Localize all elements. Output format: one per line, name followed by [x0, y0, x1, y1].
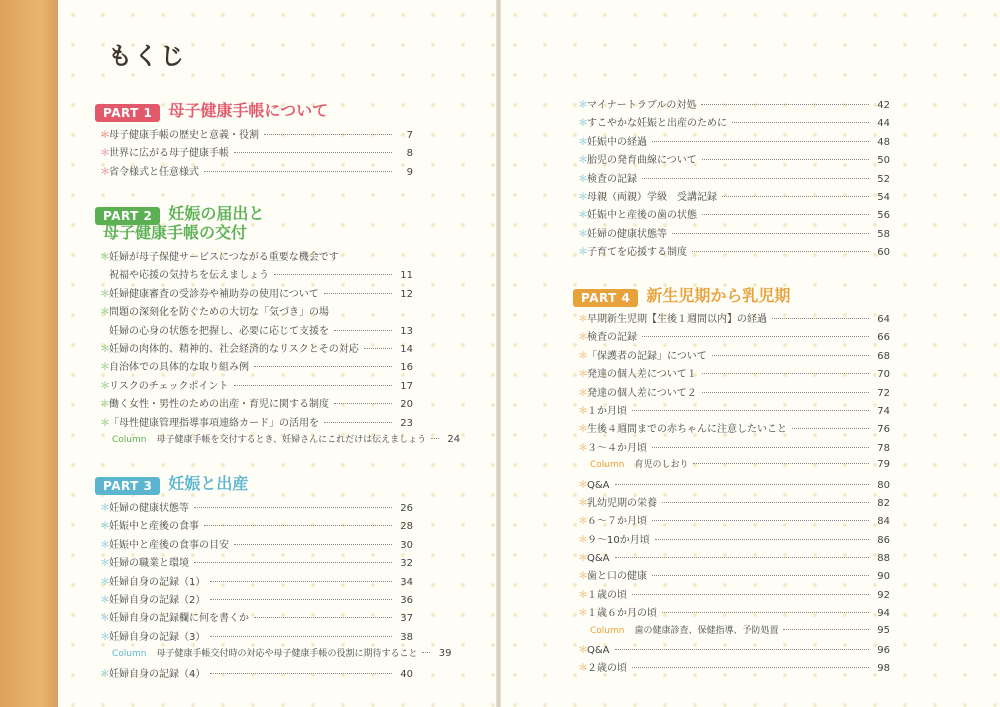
leader-dots: [264, 134, 392, 135]
leader-dots: [632, 594, 869, 595]
part4-badge: PART 4: [573, 289, 638, 307]
toc-entry[interactable]: [578, 96, 890, 114]
toc-entry[interactable]: [578, 365, 890, 383]
toc-page-number: 96: [877, 645, 890, 657]
leader-dots: [655, 539, 869, 540]
toc-entry[interactable]: [578, 420, 890, 438]
leader-dots: [642, 178, 869, 179]
toc-entry[interactable]: [578, 476, 890, 494]
toc-entry-text: 妊婦健康審査の受診券や補助券の使用について: [109, 288, 319, 300]
toc-entry[interactable]: [578, 114, 890, 132]
toc-column-entry[interactable]: [578, 457, 890, 475]
toc-page-number: 60: [877, 247, 890, 259]
toc-entry[interactable]: [578, 225, 890, 243]
part3-header: [95, 474, 248, 495]
toc-entry[interactable]: [100, 499, 413, 517]
bullet-asterisk-icon: ＊: [578, 173, 588, 185]
toc-entry[interactable]: [100, 414, 413, 432]
bullet-asterisk-icon: ＊: [100, 252, 110, 263]
leader-dots: [210, 599, 392, 600]
leader-dots: [615, 557, 869, 558]
book-spine: [0, 0, 58, 707]
bullet-asterisk-icon: ＊: [578, 191, 588, 203]
toc-page-number: 11: [400, 270, 413, 282]
bullet-asterisk-icon: ＊: [578, 155, 588, 167]
leader-dots: [701, 104, 869, 105]
toc-entry[interactable]: [578, 402, 890, 420]
part2-title: [168, 204, 264, 223]
bullet-asterisk-icon: ＊: [100, 539, 110, 551]
toc-page-number: 82: [877, 497, 890, 509]
part3-title: 妊娠と出産: [168, 474, 249, 493]
toc-page-number: 90: [877, 571, 890, 583]
bullet-asterisk-icon: ＊: [100, 148, 110, 160]
toc-entry[interactable]: [100, 144, 413, 162]
leader-dots: [615, 649, 869, 650]
leader-dots: [712, 355, 869, 356]
leader-dots: [615, 484, 869, 485]
toc-page-number: 28: [400, 521, 413, 533]
toc-entry[interactable]: [100, 163, 413, 181]
toc-page-number: 24: [447, 433, 461, 445]
bullet-asterisk-icon: ＊: [578, 350, 588, 362]
part2-title-line2: 母子健康手帳の交付: [103, 223, 248, 242]
bullet-asterisk-icon: ＊: [578, 100, 588, 111]
toc-entry[interactable]: [578, 151, 890, 169]
toc-page-number: 48: [877, 136, 890, 148]
toc-column-entry[interactable]: [578, 623, 890, 641]
bullet-asterisk-icon: ＊: [578, 553, 588, 565]
toc-entry-text: 祝福や応援の気持ちを伝えましょう: [109, 270, 269, 282]
toc-column-entry[interactable]: [100, 646, 452, 664]
toc-entry[interactable]: [100, 303, 413, 321]
toc-page-number: 23: [400, 417, 413, 429]
bullet-asterisk-icon: ＊: [578, 645, 588, 657]
bullet-asterisk-icon: ＊: [100, 668, 110, 680]
toc-entry-text: 妊婦自身の記録（2）: [109, 594, 206, 606]
toc-entry[interactable]: [100, 665, 413, 683]
toc-page-number: 80: [877, 479, 890, 491]
part2-header: [95, 204, 264, 225]
leader-dots: [254, 366, 392, 367]
leader-dots: [334, 330, 392, 331]
page-title: もくじ: [108, 42, 186, 70]
column-label: Column: [112, 649, 147, 660]
leader-dots: [194, 562, 392, 563]
toc-page-number: 95: [877, 624, 890, 636]
leader-dots: [662, 612, 869, 613]
part4-title: 新生児期から乳児期: [646, 286, 791, 305]
toc-page-number: 68: [877, 350, 890, 362]
bullet-asterisk-icon: ＊: [578, 314, 588, 325]
toc-entry[interactable]: [578, 531, 890, 549]
toc-entry-text: 検査の記録: [587, 173, 637, 185]
toc-entry[interactable]: [100, 377, 413, 395]
bullet-asterisk-icon: ＊: [100, 521, 110, 533]
toc-entry-text: ９～10か月頃: [587, 534, 650, 546]
bullet-asterisk-icon: ＊: [578, 228, 588, 240]
leader-dots: [234, 152, 392, 153]
toc-entry[interactable]: [578, 384, 890, 402]
toc-entry[interactable]: [578, 328, 890, 346]
toc-page-number: 13: [400, 325, 413, 337]
bullet-asterisk-icon: ＊: [578, 608, 588, 620]
leader-dots: [422, 652, 430, 653]
toc-entry-text: 妊婦の健康状態等: [109, 503, 189, 514]
toc-entry-text: 自治体での具体的な取り組み例: [109, 362, 249, 374]
part3-continued-toc: [578, 96, 890, 262]
toc-entry[interactable]: [578, 133, 890, 151]
bullet-asterisk-icon: ＊: [578, 663, 588, 675]
leader-dots: [783, 629, 869, 630]
bullet-asterisk-icon: ＊: [100, 166, 110, 178]
toc-entry-text: ６～７か月頃: [587, 516, 647, 528]
toc-entry[interactable]: [100, 395, 413, 413]
toc-page-number: 74: [877, 405, 890, 417]
toc-entry-text: 「母性健康管理指導事項連絡カード」の活用を: [109, 417, 319, 429]
toc-page-number: 94: [877, 608, 890, 620]
leader-dots: [210, 636, 392, 637]
toc-entry[interactable]: [578, 659, 890, 677]
leader-dots: [234, 544, 392, 545]
bullet-asterisk-icon: ＊: [100, 576, 110, 588]
bullet-asterisk-icon: ＊: [100, 362, 110, 374]
part2-badge: PART 2: [95, 207, 160, 225]
toc-page-number: 79: [877, 459, 890, 471]
column-label: Column: [590, 460, 625, 471]
toc-entry[interactable]: [100, 248, 413, 266]
part1-toc: [100, 126, 413, 181]
column-text: 母子健康手帳交付時の対応や母子健康手帳の役割に期待すること: [156, 649, 418, 660]
toc-page-number: 88: [877, 553, 890, 565]
bullet-asterisk-icon: ＊: [100, 558, 110, 570]
bullet-asterisk-icon: ＊: [100, 631, 110, 643]
toc-page-number: 37: [400, 613, 413, 625]
toc-entry[interactable]: [100, 126, 413, 144]
toc-page-number: 20: [400, 399, 413, 411]
toc-entry-text: 妊婦自身の記録（1）: [109, 576, 206, 588]
toc-page-number: 92: [877, 589, 890, 601]
leader-dots: [632, 667, 869, 668]
toc-page-number: 76: [877, 424, 890, 436]
part1-badge: PART 1: [95, 104, 160, 122]
toc-page-number: 42: [877, 100, 890, 111]
toc-page-number: 64: [877, 314, 890, 325]
toc-entry-text: 早期新生児期【生後１週間以内】の経過: [587, 314, 767, 325]
part1-title: 母子健康手帳について: [168, 101, 329, 120]
toc-page-number: 86: [877, 534, 890, 546]
leader-dots: [431, 438, 439, 439]
leader-dots: [772, 318, 869, 319]
part3-badge: PART 3: [95, 477, 160, 495]
toc-entry-text: １か月頃: [587, 405, 627, 417]
leader-dots: [274, 274, 392, 275]
leader-dots: [722, 196, 869, 197]
toc-entry[interactable]: [578, 586, 890, 604]
toc-entry-text: 胎児の発育曲線について: [587, 155, 697, 167]
toc-entry[interactable]: [100, 340, 413, 358]
bullet-asterisk-icon: ＊: [578, 332, 588, 344]
toc-page-number: 50: [877, 155, 890, 167]
toc-page-number: 78: [877, 442, 890, 454]
bullet-asterisk-icon: ＊: [578, 589, 588, 601]
toc-entry-text: 妊婦の心身の状態を把握し、必要に応じて支援を: [109, 325, 329, 337]
toc-page-number: 26: [400, 503, 413, 514]
toc-entry-text: 発達の個人差について１: [587, 369, 697, 381]
part4-header: [573, 286, 790, 307]
toc-page-number: 12: [400, 288, 413, 300]
page-gutter: [496, 0, 501, 707]
toc-entry-text: 問題の深刻化を防ぐための大切な「気づき」の場: [109, 307, 329, 319]
toc-entry-text: 母親（両親）学級 受講記録: [587, 191, 717, 203]
toc-page-number: 70: [877, 369, 890, 381]
toc-entry-text: 妊娠中の経過: [587, 136, 647, 148]
leader-dots: [662, 502, 869, 503]
toc-entry-text: リスクのチェックポイント: [109, 380, 229, 392]
toc-entry-text: Q&A: [587, 553, 610, 565]
toc-page-number: 39: [438, 648, 452, 660]
leader-dots: [693, 463, 869, 464]
toc-entry-text: マイナートラブルの対処: [587, 100, 697, 111]
toc-page-number: 54: [877, 191, 890, 203]
toc-page-number: 34: [400, 576, 413, 588]
toc-entry-text: 妊婦の肉体的、精神的、社会経済的なリスクとその対応: [109, 343, 359, 355]
toc-entry[interactable]: [578, 604, 890, 622]
leader-dots: [204, 525, 392, 526]
bullet-asterisk-icon: ＊: [578, 497, 588, 509]
column-text: 育児のしおり: [634, 460, 689, 471]
part3-toc: [100, 499, 452, 683]
toc-entry[interactable]: [578, 206, 890, 224]
toc-entry[interactable]: [100, 266, 413, 284]
bullet-asterisk-icon: ＊: [100, 417, 110, 429]
bullet-asterisk-icon: ＊: [100, 594, 110, 606]
bullet-asterisk-icon: ＊: [578, 387, 588, 399]
toc-entry-text: 乳幼児期の栄養: [587, 497, 657, 509]
toc-page-number: 14: [400, 343, 413, 355]
leader-dots: [702, 392, 869, 393]
toc-entry-text: 妊婦自身の記録欄に何を書くか: [109, 613, 249, 625]
leader-dots: [210, 673, 392, 674]
toc-entry[interactable]: [578, 512, 890, 530]
leader-dots: [652, 575, 869, 576]
toc-entry-text: 妊娠中と産後の歯の状態: [587, 210, 697, 222]
toc-entry[interactable]: [578, 243, 890, 261]
toc-entry-text: 妊婦自身の記録（4）: [109, 668, 206, 680]
toc-page-number: 52: [877, 173, 890, 185]
bullet-asterisk-icon: ＊: [578, 136, 588, 148]
bullet-asterisk-icon: ＊: [578, 442, 588, 454]
leader-dots: [324, 293, 392, 294]
toc-entry-text: 妊婦の職業と環境: [109, 558, 189, 570]
bullet-asterisk-icon: ＊: [578, 534, 588, 546]
toc-entry-text: 妊婦自身の記録（3）: [109, 631, 206, 643]
leader-dots: [792, 428, 869, 429]
toc-page-number: 16: [400, 362, 413, 374]
toc-page-number: 30: [400, 539, 413, 551]
leader-dots: [334, 403, 392, 404]
toc-entry-text: 生後４週間までの赤ちゃんに注意したいこと: [587, 424, 787, 436]
toc-page-number: 7: [406, 130, 413, 141]
leader-dots: [652, 447, 869, 448]
leader-dots: [652, 520, 869, 521]
toc-page-number: 40: [400, 668, 413, 680]
bullet-asterisk-icon: ＊: [100, 130, 110, 141]
leader-dots: [692, 251, 869, 252]
toc-entry-text: 歯と口の健康: [587, 571, 647, 583]
bullet-asterisk-icon: ＊: [578, 424, 588, 436]
toc-page-number: 9: [406, 166, 413, 178]
leader-dots: [324, 422, 392, 423]
toc-entry-text: すこやかな妊娠と出産のために: [587, 118, 727, 130]
leader-dots: [204, 171, 392, 172]
leader-dots: [254, 617, 392, 618]
toc-entry[interactable]: [100, 554, 413, 572]
toc-entry[interactable]: [100, 517, 413, 535]
part2-toc: [100, 248, 461, 450]
leader-dots: [364, 348, 392, 349]
toc-page-number: 8: [406, 148, 413, 160]
toc-entry-text: 妊娠中と産後の食事: [109, 521, 199, 533]
bullet-asterisk-icon: ＊: [100, 399, 110, 411]
toc-entry-text: １歳の頃: [587, 589, 627, 601]
leader-dots: [210, 581, 392, 582]
toc-page-number: 56: [877, 210, 890, 222]
toc-entry-text: 子育てを応援する制度: [587, 247, 687, 259]
toc-entry-text: 妊婦が母子保健サービスにつながる重要な機会です: [109, 252, 339, 263]
leader-dots: [194, 507, 392, 508]
bullet-asterisk-icon: ＊: [100, 288, 110, 300]
bullet-asterisk-icon: ＊: [100, 380, 110, 392]
toc-entry-text: ３～４か月頃: [587, 442, 647, 454]
toc-entry[interactable]: [578, 549, 890, 567]
part1-header: [95, 101, 328, 122]
toc-entry[interactable]: [578, 170, 890, 188]
toc-entry-text: 妊娠中と産後の食事の目安: [109, 539, 229, 551]
toc-page-number: 72: [877, 387, 890, 399]
toc-entry-text: 世界に広がる母子健康手帳: [109, 148, 229, 160]
leader-dots: [732, 122, 869, 123]
column-label: Column: [112, 434, 147, 445]
toc-entry[interactable]: [100, 285, 413, 303]
column-label: Column: [590, 625, 625, 636]
bullet-asterisk-icon: ＊: [100, 343, 110, 355]
toc-entry[interactable]: [578, 641, 890, 659]
toc-entry-text: １歳６か月の頃: [587, 608, 657, 620]
toc-entry[interactable]: [100, 628, 413, 646]
bullet-asterisk-icon: ＊: [100, 503, 110, 514]
bullet-asterisk-icon: ＊: [578, 118, 588, 130]
toc-entry[interactable]: [578, 494, 890, 512]
toc-entry-text: Q&A: [587, 479, 610, 491]
bullet-asterisk-icon: ＊: [578, 571, 588, 583]
toc-entry-text: 働く女性・男性のための出産・育児に関する制度: [109, 399, 329, 411]
toc-entry[interactable]: [100, 358, 413, 376]
bullet-asterisk-icon: ＊: [578, 516, 588, 528]
toc-page-number: 84: [877, 516, 890, 528]
bullet-asterisk-icon: ＊: [578, 247, 588, 259]
bullet-asterisk-icon: ＊: [100, 613, 110, 625]
toc-entry[interactable]: [100, 591, 413, 609]
toc-entry[interactable]: [578, 439, 890, 457]
toc-entry-text: Q&A: [587, 645, 610, 657]
bullet-asterisk-icon: ＊: [578, 405, 588, 417]
toc-entry[interactable]: [100, 322, 413, 340]
leader-dots: [642, 336, 869, 337]
toc-page-number: 58: [877, 228, 890, 240]
toc-entry[interactable]: [100, 573, 413, 591]
toc-entry-text: 省令様式と任意様式: [109, 166, 199, 178]
column-text: 母子健康手帳を交付するとき、妊婦さんにこれだけは伝えましょう: [156, 434, 427, 445]
toc-entry-text: 発達の個人差について２: [587, 387, 697, 399]
bullet-asterisk-icon: ＊: [578, 479, 588, 491]
toc-page-number: 17: [400, 380, 413, 392]
toc-column-entry[interactable]: [100, 432, 461, 450]
toc-entry-text: 「保護者の記録」について: [587, 350, 707, 362]
leader-dots: [672, 233, 869, 234]
toc-entry-text: 妊婦の健康状態等: [587, 228, 667, 240]
toc-entry-text: 検査の記録: [587, 332, 637, 344]
toc-page-number: 44: [877, 118, 890, 130]
bullet-asterisk-icon: ＊: [578, 369, 588, 381]
leader-dots: [632, 410, 869, 411]
part2-title-line1: 妊娠の届出と: [168, 204, 265, 223]
toc-entry[interactable]: [578, 347, 890, 365]
leader-dots: [702, 159, 869, 160]
bullet-asterisk-icon: ＊: [578, 210, 588, 222]
toc-entry-text: 母子健康手帳の歴史と意義・役割: [109, 130, 259, 141]
toc-page-number: 38: [400, 631, 413, 643]
toc-page-number: 36: [400, 594, 413, 606]
toc-entry[interactable]: [578, 188, 890, 206]
leader-dots: [702, 214, 869, 215]
toc-entry[interactable]: [100, 609, 413, 627]
toc-page-number: 98: [877, 663, 890, 675]
toc-entry[interactable]: [578, 310, 890, 328]
toc-entry-text: ２歳の頃: [587, 663, 627, 675]
column-text: 歯の健康診査、保健指導、予防処置: [634, 625, 779, 636]
toc-page-number: 32: [400, 558, 413, 570]
toc-entry[interactable]: [100, 536, 413, 554]
part4-toc: [578, 310, 890, 678]
toc-entry[interactable]: [578, 567, 890, 585]
leader-dots: [234, 385, 393, 386]
bullet-asterisk-icon: ＊: [100, 307, 110, 319]
leader-dots: [702, 373, 869, 374]
toc-page-number: 66: [877, 332, 890, 344]
leader-dots: [652, 141, 869, 142]
